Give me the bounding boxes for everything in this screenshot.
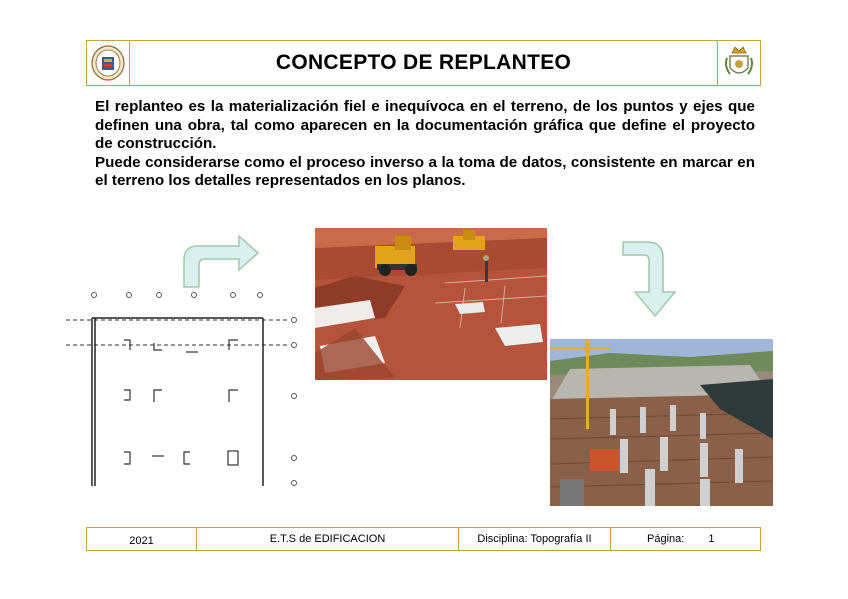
crest-icon [721, 44, 757, 82]
foundation-columns-photo [550, 339, 773, 506]
right-logo-box [717, 41, 760, 85]
footer-school: E.T.S de EDIFICACION [197, 528, 459, 550]
curved-arrow-right-icon [181, 234, 261, 288]
paragraph-definition: El replanteo es la materialización fiel e inequívoca en el terreno, de los puntos y ejes que definen una obra, tal como aparecen en la documentación gráfica que define el proyecto de construcción. [95, 98, 755, 152]
body-text [95, 98, 755, 191]
curved-arrow-down-icon [621, 240, 677, 318]
foundation-plan-drawing [66, 288, 306, 488]
footer-page-number: 1 [708, 533, 715, 545]
paragraph-inverse-process: Puede considerarse como el proceso inverso a la toma de datos, consistente en marcar en el terreno los detalles representados en los planos. [95, 153, 755, 189]
left-logo-box [87, 41, 130, 85]
footer-page-label: Página: [647, 533, 685, 545]
footer-year: 2021 [87, 528, 197, 550]
footer-page [611, 528, 760, 550]
slide-header [86, 40, 761, 86]
footer-subject: Disciplina: Topografía II [459, 528, 611, 550]
excavation-site-photo [315, 228, 547, 380]
slide-footer [86, 527, 761, 551]
university-seal-icon [90, 44, 126, 82]
page-title: CONCEPTO DE REPLANTEO [275, 51, 572, 74]
